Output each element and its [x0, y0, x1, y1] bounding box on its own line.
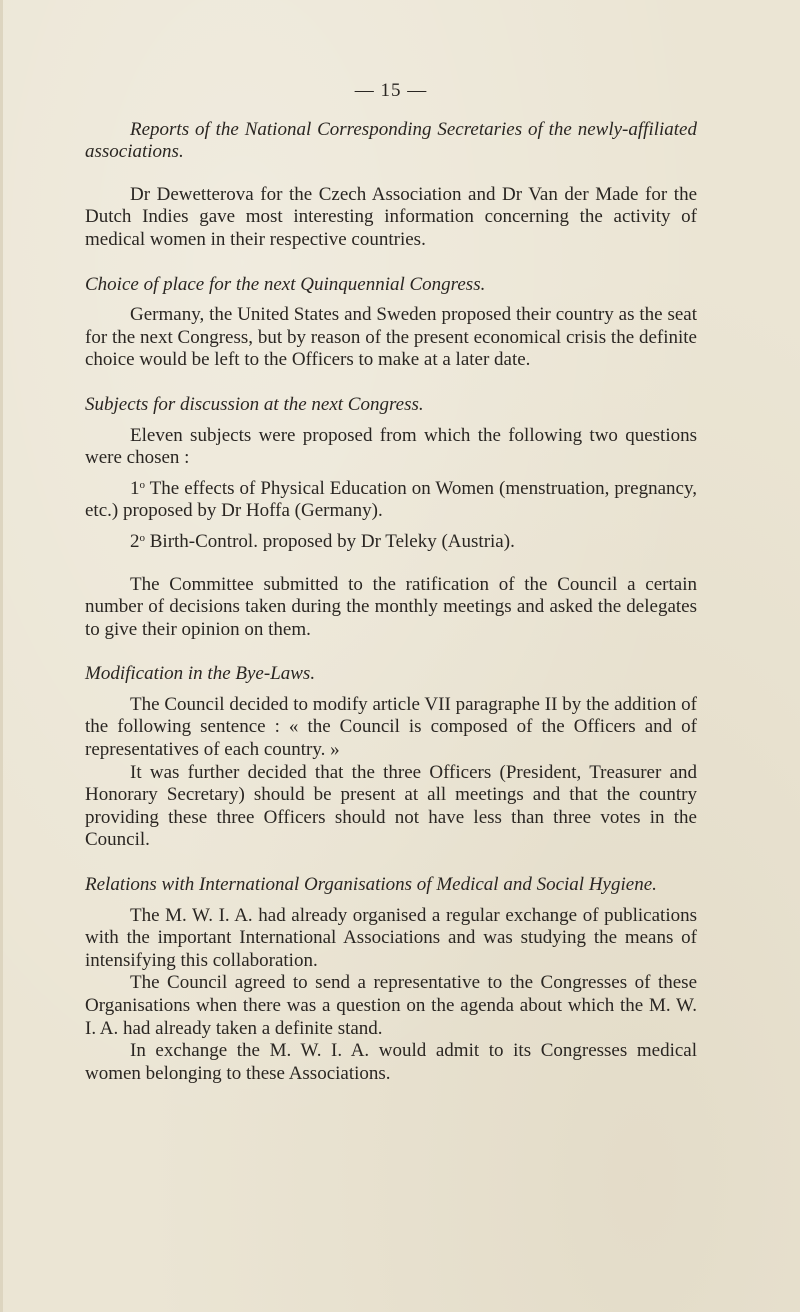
subject-1-text: The effects of Physical Education on Women (menstruation, pregnancy, etc.) proposed by Dr Hoffa (Germany). — [85, 477, 697, 522]
subject-1-number: 1 — [130, 477, 140, 499]
subject-2-ordinal: o — [139, 531, 145, 544]
paragraph-subjects: Eleven subjects were proposed from which the following two questions were chosen : — [85, 424, 697, 469]
section-heading-reports — [85, 119, 697, 164]
paragraph-relations-3: In exchange the M. W. I. A. would admit to its Congresses medical women belonging to these Associations. — [85, 1040, 697, 1084]
paragraph-relations-1: The M. W. I. A. had already organised a regular exchange of publications with the important International Associations and was studying the means of intensifying this collaboration. — [85, 904, 697, 971]
paragraph-bye-laws-2: It was further decided that the three Officers (President, Treasurer and Honorary Secretary) should be present at all meetings and that the country providing these three Officers should not have less than three votes in the Council. — [85, 761, 697, 851]
paragraph-relations-2: The Council agreed to send a representative to the Congresses of these Organisations when there was a question on the agenda about which the M. W. I. A. had already taken a definite stand. — [85, 972, 697, 1039]
section-heading-bye-laws: Modification in the Bye-Laws. — [85, 663, 316, 685]
paragraph-choice-of-place: Germany, the United States and Sweden proposed their country as the seat for the next Congress, but by reason of the present economical crisis the definite choice would be left to the Officers to make at a later date. — [85, 304, 697, 371]
page-number: — 15 — — [354, 80, 428, 101]
reports-heading-italic: Reports of the National Corresponding Secretaries — [130, 118, 523, 140]
section-heading-subjects: Subjects for discussion at the next Congress. — [85, 393, 424, 415]
list-item-subject-2 — [85, 531, 697, 554]
section-heading-choice-of-place: Choice of place for the next Quinquennial Congress. — [85, 273, 486, 295]
reports-heading-tail: of the newly-affiliated associations. — [85, 118, 697, 163]
page-text — [85, 80, 697, 1085]
subject-2-text: Birth-Control. proposed by Dr Teleky (Austria). — [145, 530, 515, 552]
list-item-subject-1 — [85, 478, 697, 523]
paragraph-national-reports: Dr Dewetterova for the Czech Association and Dr Van der Made for the Dutch Indies gave most interesting information concerning the activity of medical women in their respective countries. — [85, 183, 697, 250]
section-heading-relations: Relations with International Organisations of Medical and Social Hygiene. — [85, 874, 657, 896]
paragraph-bye-laws-1: The Council decided to modify article VII paragraphe II by the addition of the following sentence : « the Council is composed of the Officers and of representatives of each country. » — [85, 693, 697, 761]
subject-2-number: 2 — [130, 530, 140, 552]
subject-1-ordinal: o — [139, 478, 145, 491]
paragraph-committee: The Committee submitted to the ratification of the Council a certain number of decisions taken during the monthly meetings and asked the delegates to give their opinion on them. — [85, 573, 697, 640]
